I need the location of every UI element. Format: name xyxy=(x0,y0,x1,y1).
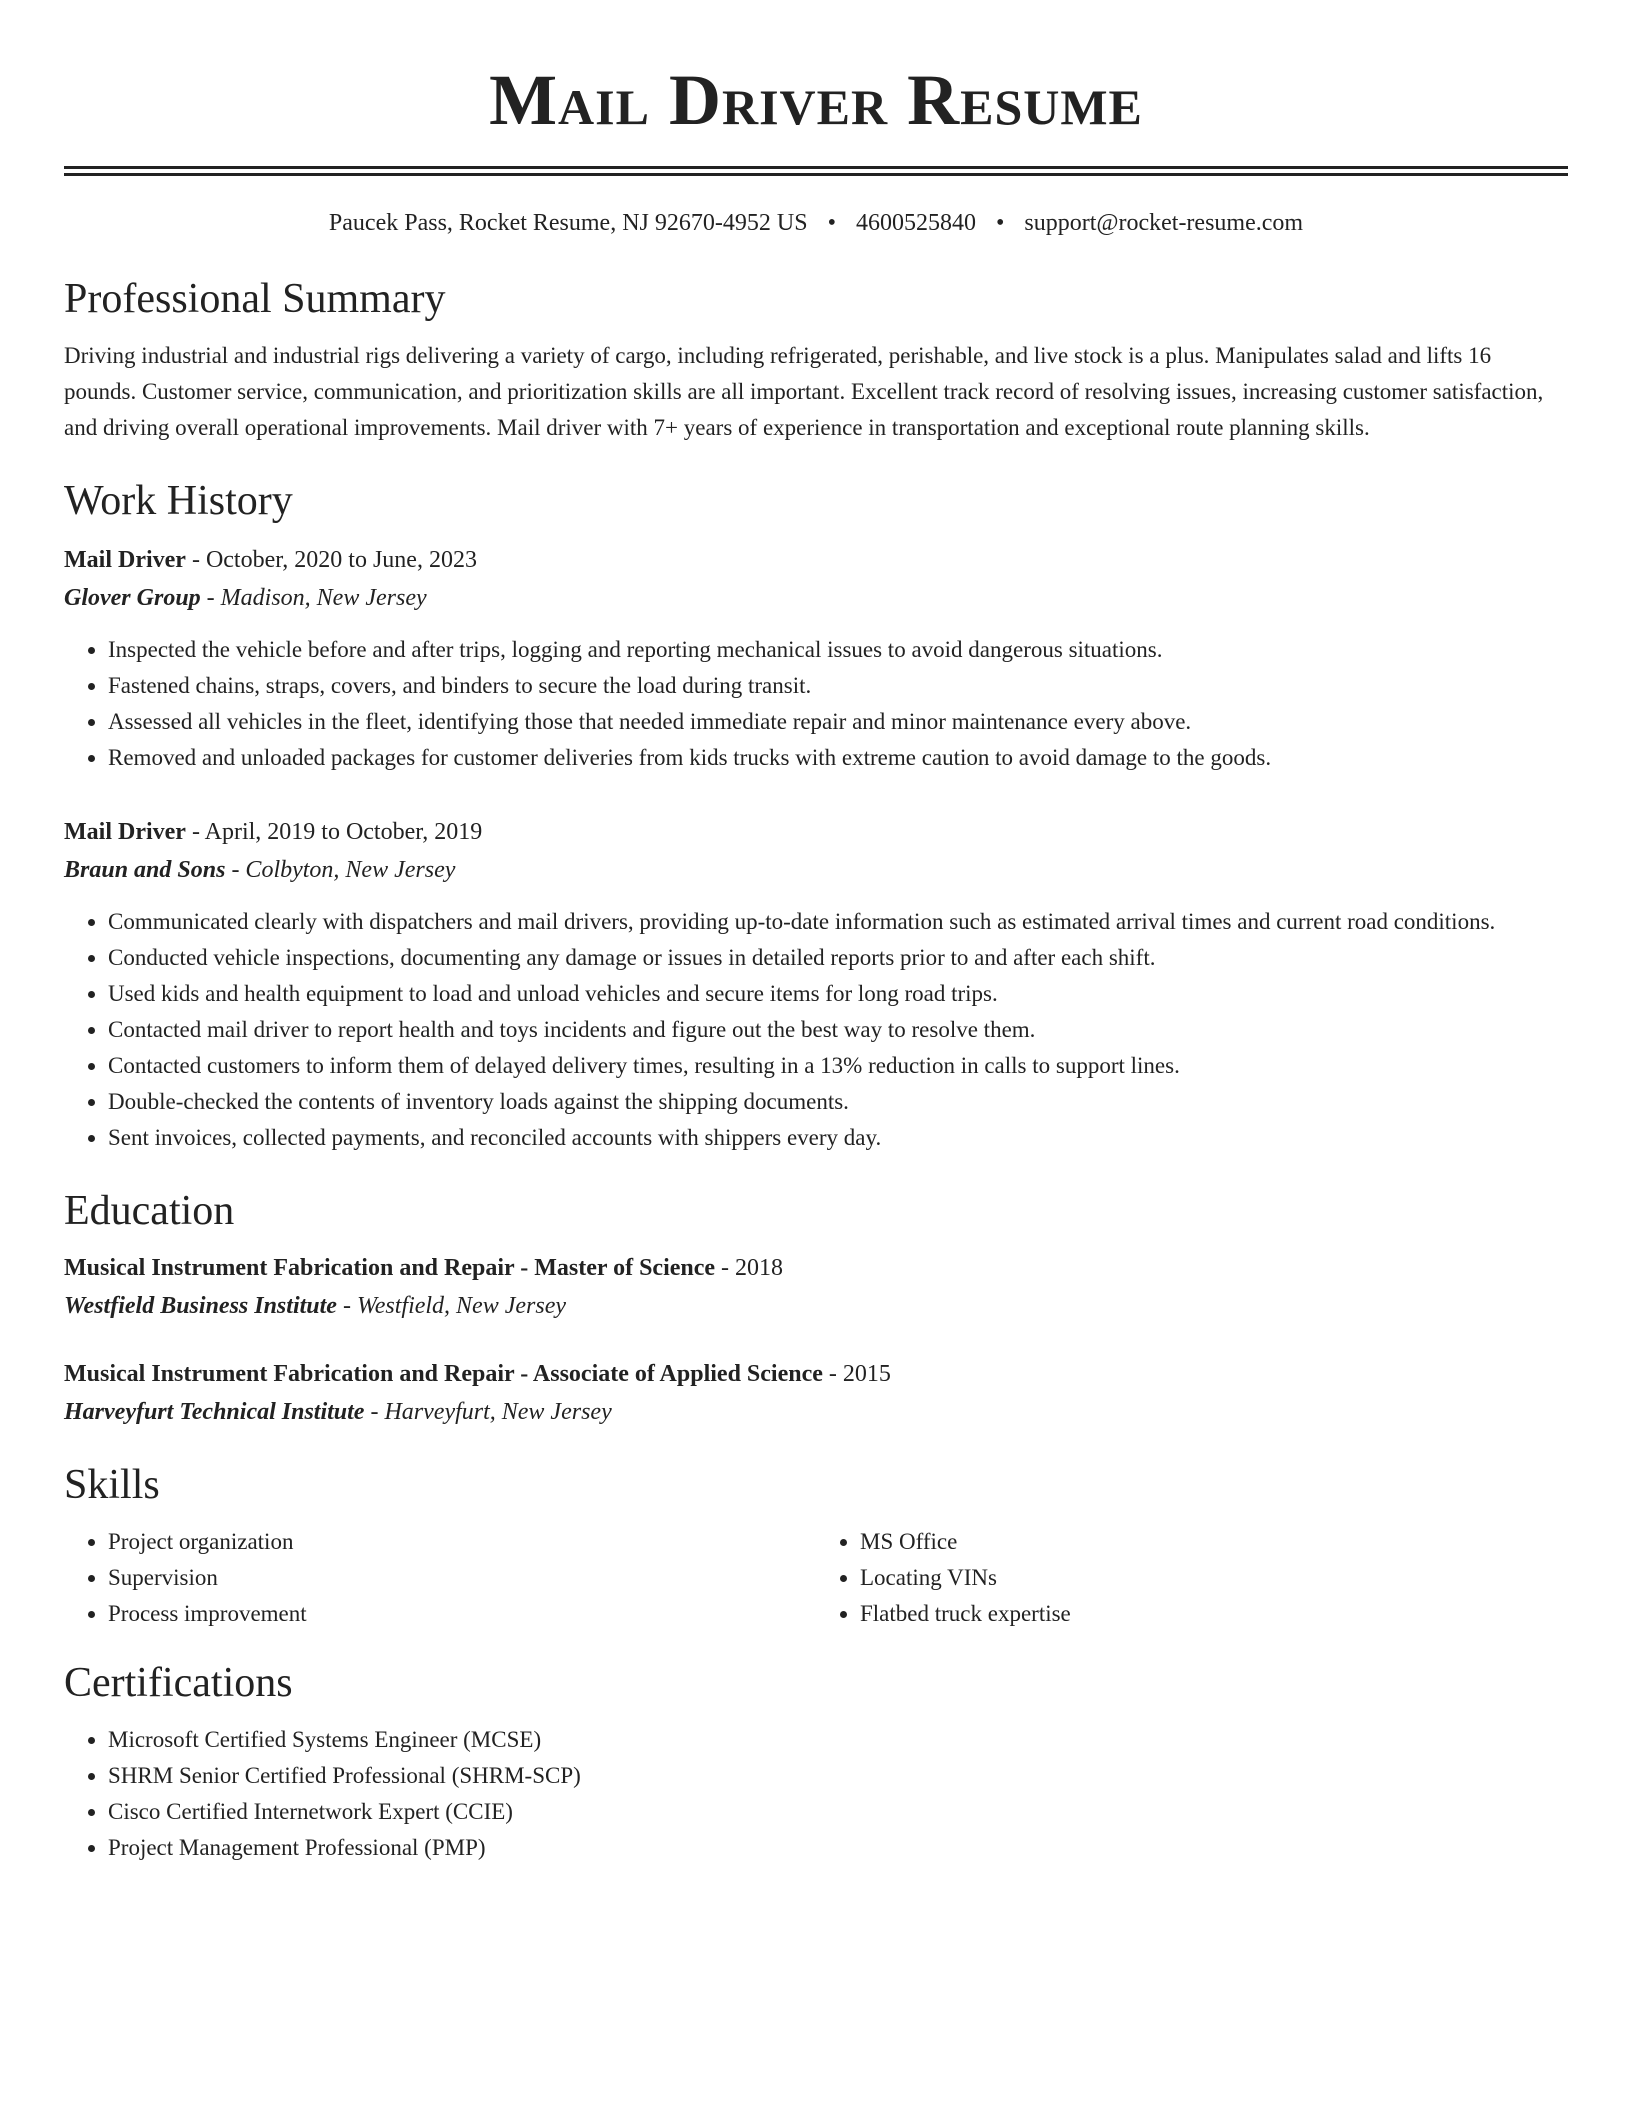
summary-section xyxy=(64,274,1568,446)
education-school: Harveyfurt Technical Institute xyxy=(64,1399,365,1425)
job-title-line xyxy=(64,542,1568,578)
job-location: - Colbyton, New Jersey xyxy=(225,857,456,883)
work-history-section xyxy=(64,476,1568,1156)
job-dates: - April, 2019 to October, 2019 xyxy=(185,819,483,845)
job-bullet: • Contacted mail driver to report health and toys incidents and figure out the best way to resolve them. xyxy=(108,1012,1568,1048)
education-heading: Education xyxy=(64,1188,235,1234)
resume-title: Mail Driver Resume xyxy=(489,60,1143,140)
job-title-line xyxy=(64,814,1568,850)
skill-item: • Supervision xyxy=(108,1560,816,1596)
job-role: Mail Driver xyxy=(64,547,186,573)
education-degree: Musical Instrument Fabrication and Repair - Associate of Applied Science xyxy=(64,1361,823,1387)
skill-item: • Process improvement xyxy=(108,1596,816,1632)
job-company: Braun and Sons xyxy=(64,857,226,883)
job-bullet: • Sent invoices, collected payments, and reconciled accounts with shippers every day. xyxy=(108,1120,1568,1156)
certifications-heading: Certifications xyxy=(64,1660,293,1706)
education-degree-line xyxy=(64,1250,1568,1286)
skills-list-left xyxy=(64,1524,816,1632)
job-bullet: • Removed and unloaded packages for customer deliveries from kids trucks with extreme caution to avoid damage to the goods. xyxy=(108,740,1568,776)
education-year: - 2018 xyxy=(715,1255,784,1281)
contact-line xyxy=(64,208,1568,238)
job-bullet-list xyxy=(64,904,1568,1156)
contact-address: Paucek Pass, Rocket Resume, NJ 92670-4952 US xyxy=(328,210,808,236)
education-entry xyxy=(64,1250,1568,1326)
education-location: - Westfield, New Jersey xyxy=(336,1293,567,1319)
job-role: Mail Driver xyxy=(64,819,186,845)
job-company: Glover Group xyxy=(64,585,201,611)
education-year: - 2015 xyxy=(822,1361,891,1387)
contact-separator: • xyxy=(827,210,836,236)
education-degree-line xyxy=(64,1356,1568,1392)
job-company-line xyxy=(64,850,1568,890)
certification-item: • SHRM Senior Certified Professional (SHRM-SCP) xyxy=(108,1758,1568,1794)
education-school-line xyxy=(64,1286,1568,1326)
education-location: - Harveyfurt, New Jersey xyxy=(364,1399,612,1425)
job-bullet: • Fastened chains, straps, covers, and binders to secure the load during transit. xyxy=(108,668,1568,704)
job-bullet: • Double-checked the contents of inventory loads against the shipping documents. xyxy=(108,1084,1568,1120)
summary-text: Driving industrial and industrial rigs delivering a variety of cargo, including refrigerated, perishable, and live stock is a plus. Manipulates salad and lifts 16 pounds. Customer service, communication, and prioritization skills are all important. Excellent track record of resolving issues, increasing customer satisfaction, and driving overall operational improvements. Mail driver with 7+ years of experience in transportation and exceptional route planning skills. xyxy=(64,343,1544,440)
skill-item: • Flatbed truck expertise xyxy=(860,1596,1568,1632)
job-location: - Madison, New Jersey xyxy=(200,585,427,611)
job-bullet-list xyxy=(64,632,1568,776)
certifications-list xyxy=(64,1722,1568,1866)
job-entry xyxy=(64,542,1568,776)
job-bullet: • Inspected the vehicle before and after trips, logging and reporting mechanical issues to avoid dangerous situations. xyxy=(108,632,1568,668)
job-bullet: • Used kids and health equipment to load and unload vehicles and secure items for long road trips. xyxy=(108,976,1568,1012)
certifications-section xyxy=(64,1658,1568,1866)
contact-email: support@rocket-resume.com xyxy=(1024,210,1304,236)
job-bullet: • Contacted customers to inform them of delayed delivery times, resulting in a 13% reduction in calls to support lines. xyxy=(108,1048,1568,1084)
certification-item: • Cisco Certified Internetwork Expert (CCIE) xyxy=(108,1794,1568,1830)
education-section xyxy=(64,1186,1568,1432)
skill-item: • Locating VINs xyxy=(860,1560,1568,1596)
skill-item: • Project organization xyxy=(108,1524,816,1560)
skills-list-right xyxy=(816,1524,1568,1632)
job-company-line xyxy=(64,578,1568,618)
job-bullet: • Communicated clearly with dispatchers and mail drivers, providing up-to-date information such as estimated arrival times and current road conditions. xyxy=(108,904,1568,940)
contact-separator: • xyxy=(995,210,1005,236)
skills-grid xyxy=(64,1524,1568,1632)
education-school-line xyxy=(64,1392,1568,1432)
job-bullet: • Conducted vehicle inspections, documenting any damage or issues in detailed reports prior to and after each shift. xyxy=(108,940,1568,976)
job-dates: - October, 2020 to June, 2023 xyxy=(185,547,477,573)
skill-item: • MS Office xyxy=(860,1524,1568,1560)
education-school: Westfield Business Institute xyxy=(64,1293,337,1319)
education-entry xyxy=(64,1356,1568,1432)
summary-heading: Professional Summary xyxy=(64,276,446,322)
job-entry xyxy=(64,814,1568,1156)
work-history-heading: Work History xyxy=(64,478,293,524)
certification-item: • Project Management Professional (PMP) xyxy=(108,1830,1568,1866)
contact-phone: 4600525840 xyxy=(855,210,976,236)
skills-section xyxy=(64,1460,1568,1632)
education-degree: Musical Instrument Fabrication and Repair - Master of Science xyxy=(64,1255,716,1281)
certification-item: • Microsoft Certified Systems Engineer (MCSE) xyxy=(108,1722,1568,1758)
skills-heading: Skills xyxy=(64,1462,160,1508)
job-bullet: • Assessed all vehicles in the fleet, identifying those that needed immediate repair and minor maintenance every above. xyxy=(108,704,1568,740)
title-double-rule xyxy=(64,166,1568,176)
